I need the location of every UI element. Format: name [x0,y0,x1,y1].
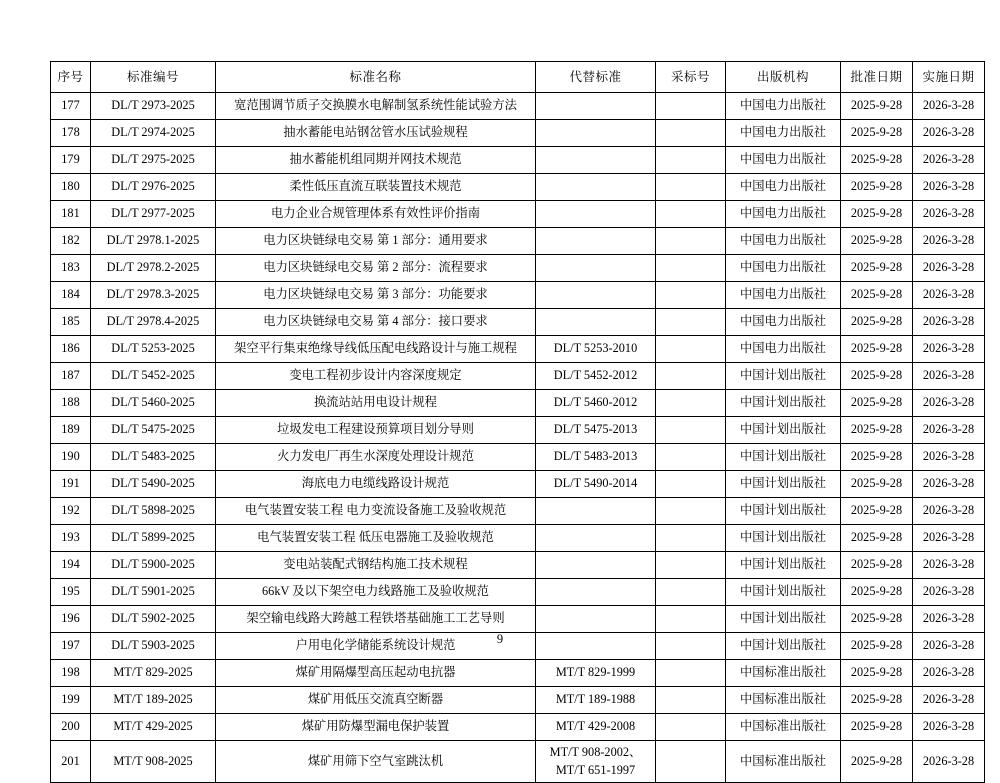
cell-replaces: MT/T 908-2002、 MT/T 651-1997 [536,741,656,783]
cell-no: 184 [51,282,91,309]
standards-table-container [50,61,975,783]
cell-implement-date: 2026-3-28 [913,579,985,606]
cell-code: DL/T 2978.4-2025 [91,309,216,336]
cell-no: 183 [51,255,91,282]
cell-no: 189 [51,417,91,444]
col-header-approve-date: 批准日期 [841,62,913,93]
cell-no: 178 [51,120,91,147]
table-body [51,93,985,783]
cell-replaces [536,579,656,606]
cell-approve-date: 2025-9-28 [841,390,913,417]
cell-publisher: 中国电力出版社 [726,255,841,282]
cell-adopt [656,444,726,471]
cell-adopt [656,147,726,174]
cell-code: DL/T 2973-2025 [91,93,216,120]
cell-replaces [536,174,656,201]
cell-approve-date: 2025-9-28 [841,525,913,552]
cell-replaces [536,606,656,633]
cell-publisher: 中国计划出版社 [726,498,841,525]
cell-adopt [656,336,726,363]
cell-replaces [536,147,656,174]
cell-no: 196 [51,606,91,633]
col-header-replaces: 代替标准 [536,62,656,93]
cell-code: MT/T 829-2025 [91,660,216,687]
cell-adopt [656,363,726,390]
cell-approve-date: 2025-9-28 [841,255,913,282]
cell-code: MT/T 189-2025 [91,687,216,714]
cell-publisher: 中国电力出版社 [726,228,841,255]
cell-implement-date: 2026-3-28 [913,93,985,120]
cell-name: 柔性低压直流互联装置技术规范 [216,174,536,201]
cell-implement-date: 2026-3-28 [913,417,985,444]
cell-approve-date: 2025-9-28 [841,498,913,525]
table-row [51,282,985,309]
cell-publisher: 中国计划出版社 [726,390,841,417]
cell-code: DL/T 2978.2-2025 [91,255,216,282]
cell-implement-date: 2026-3-28 [913,174,985,201]
cell-replaces [536,201,656,228]
cell-code: DL/T 5475-2025 [91,417,216,444]
cell-adopt [656,687,726,714]
cell-adopt [656,714,726,741]
cell-code: DL/T 2976-2025 [91,174,216,201]
cell-implement-date: 2026-3-28 [913,336,985,363]
cell-implement-date: 2026-3-28 [913,201,985,228]
cell-code: DL/T 2974-2025 [91,120,216,147]
cell-name: 66kV 及以下架空电力线路施工及验收规范 [216,579,536,606]
cell-publisher: 中国计划出版社 [726,579,841,606]
table-row [51,552,985,579]
cell-no: 188 [51,390,91,417]
cell-name: 海底电力电缆线路设计规范 [216,471,536,498]
cell-adopt [656,579,726,606]
cell-replaces: DL/T 5452-2012 [536,363,656,390]
cell-publisher: 中国标准出版社 [726,714,841,741]
cell-implement-date: 2026-3-28 [913,471,985,498]
cell-publisher: 中国标准出版社 [726,687,841,714]
cell-adopt [656,552,726,579]
cell-code: MT/T 429-2025 [91,714,216,741]
cell-adopt [656,417,726,444]
cell-code: DL/T 2977-2025 [91,201,216,228]
cell-name: 抽水蓄能机组同期并网技术规范 [216,147,536,174]
cell-code: DL/T 5452-2025 [91,363,216,390]
cell-name: 煤矿用防爆型漏电保护装置 [216,714,536,741]
cell-adopt [656,255,726,282]
cell-no: 193 [51,525,91,552]
cell-implement-date: 2026-3-28 [913,633,985,660]
cell-name: 电力企业合规管理体系有效性评价指南 [216,201,536,228]
cell-implement-date: 2026-3-28 [913,741,985,783]
cell-name: 架空平行集束绝缘导线低压配电线路设计与施工规程 [216,336,536,363]
cell-approve-date: 2025-9-28 [841,714,913,741]
cell-publisher: 中国计划出版社 [726,444,841,471]
cell-replaces [536,93,656,120]
cell-approve-date: 2025-9-28 [841,228,913,255]
cell-adopt [656,498,726,525]
cell-implement-date: 2026-3-28 [913,255,985,282]
cell-replaces [536,282,656,309]
cell-implement-date: 2026-3-28 [913,606,985,633]
cell-approve-date: 2025-9-28 [841,417,913,444]
table-row [51,471,985,498]
cell-replaces [536,525,656,552]
table-row [51,660,985,687]
cell-publisher: 中国计划出版社 [726,552,841,579]
cell-name: 电力区块链绿电交易 第 3 部分：功能要求 [216,282,536,309]
cell-name: 宽范围调节质子交换膜水电解制氢系统性能试验方法 [216,93,536,120]
cell-name: 电力区块链绿电交易 第 1 部分：通用要求 [216,228,536,255]
cell-publisher: 中国计划出版社 [726,417,841,444]
cell-approve-date: 2025-9-28 [841,120,913,147]
cell-publisher: 中国电力出版社 [726,174,841,201]
cell-replaces: DL/T 5253-2010 [536,336,656,363]
cell-code: DL/T 5460-2025 [91,390,216,417]
cell-replaces [536,120,656,147]
table-row [51,147,985,174]
cell-code: DL/T 5900-2025 [91,552,216,579]
cell-no: 186 [51,336,91,363]
cell-implement-date: 2026-3-28 [913,120,985,147]
cell-name: 架空输电线路大跨越工程铁塔基础施工工艺导则 [216,606,536,633]
cell-publisher: 中国电力出版社 [726,282,841,309]
cell-code: DL/T 2978.1-2025 [91,228,216,255]
cell-implement-date: 2026-3-28 [913,444,985,471]
cell-no: 194 [51,552,91,579]
standards-table [50,61,985,783]
cell-approve-date: 2025-9-28 [841,174,913,201]
cell-implement-date: 2026-3-28 [913,390,985,417]
cell-approve-date: 2025-9-28 [841,336,913,363]
cell-approve-date: 2025-9-28 [841,741,913,783]
cell-name: 变电工程初步设计内容深度规定 [216,363,536,390]
cell-publisher: 中国计划出版社 [726,471,841,498]
cell-approve-date: 2025-9-28 [841,579,913,606]
cell-no: 181 [51,201,91,228]
table-row [51,498,985,525]
col-header-name: 标准名称 [216,62,536,93]
table-row [51,93,985,120]
table-row [51,390,985,417]
cell-name: 电气装置安装工程 电力变流设备施工及验收规范 [216,498,536,525]
cell-adopt [656,282,726,309]
table-row [51,174,985,201]
table-row [51,336,985,363]
cell-publisher: 中国电力出版社 [726,309,841,336]
cell-name: 煤矿用低压交流真空断器 [216,687,536,714]
table-row [51,714,985,741]
cell-publisher: 中国标准出版社 [726,741,841,783]
cell-approve-date: 2025-9-28 [841,687,913,714]
cell-adopt [656,606,726,633]
cell-publisher: 中国电力出版社 [726,93,841,120]
cell-approve-date: 2025-9-28 [841,282,913,309]
cell-adopt [656,309,726,336]
col-header-implement-date: 实施日期 [913,62,985,93]
cell-publisher: 中国计划出版社 [726,525,841,552]
cell-name: 煤矿用隔爆型高压起动电抗器 [216,660,536,687]
cell-no: 177 [51,93,91,120]
cell-no: 201 [51,741,91,783]
cell-code: DL/T 5483-2025 [91,444,216,471]
cell-approve-date: 2025-9-28 [841,444,913,471]
cell-approve-date: 2025-9-28 [841,201,913,228]
col-header-publisher: 出版机构 [726,62,841,93]
page-number: 9 [496,632,504,646]
table-row [51,579,985,606]
cell-adopt [656,390,726,417]
cell-name: 抽水蓄能电站钢岔管水压试验规程 [216,120,536,147]
cell-code: DL/T 5899-2025 [91,525,216,552]
cell-approve-date: 2025-9-28 [841,471,913,498]
cell-replaces [536,498,656,525]
table-row [51,120,985,147]
cell-publisher: 中国计划出版社 [726,606,841,633]
table-row [51,525,985,552]
table-header [51,62,985,93]
cell-implement-date: 2026-3-28 [913,282,985,309]
cell-no: 180 [51,174,91,201]
cell-name: 垃圾发电工程建设预算项目划分导则 [216,417,536,444]
cell-code: DL/T 5901-2025 [91,579,216,606]
cell-adopt [656,660,726,687]
cell-replaces: MT/T 189-1988 [536,687,656,714]
cell-approve-date: 2025-9-28 [841,309,913,336]
col-header-adopt: 采标号 [656,62,726,93]
cell-publisher: 中国电力出版社 [726,147,841,174]
cell-replaces [536,255,656,282]
cell-replaces [536,309,656,336]
table-row [51,687,985,714]
cell-publisher: 中国标准出版社 [726,660,841,687]
cell-implement-date: 2026-3-28 [913,498,985,525]
cell-name: 电气装置安装工程 低压电器施工及验收规范 [216,525,536,552]
cell-publisher: 中国电力出版社 [726,201,841,228]
col-header-no: 序号 [51,62,91,93]
cell-approve-date: 2025-9-28 [841,633,913,660]
cell-implement-date: 2026-3-28 [913,228,985,255]
cell-approve-date: 2025-9-28 [841,606,913,633]
cell-publisher: 中国计划出版社 [726,363,841,390]
cell-no: 195 [51,579,91,606]
table-row [51,741,985,783]
cell-approve-date: 2025-9-28 [841,93,913,120]
cell-replaces [536,228,656,255]
table-row [51,606,985,633]
cell-implement-date: 2026-3-28 [913,363,985,390]
cell-no: 200 [51,714,91,741]
col-header-code: 标准编号 [91,62,216,93]
cell-name: 户用电化学储能系统设计规范 [216,633,536,660]
cell-no: 197 [51,633,91,660]
cell-replaces: DL/T 5460-2012 [536,390,656,417]
table-row [51,444,985,471]
cell-no: 187 [51,363,91,390]
cell-implement-date: 2026-3-28 [913,309,985,336]
cell-approve-date: 2025-9-28 [841,147,913,174]
cell-implement-date: 2026-3-28 [913,147,985,174]
cell-replaces: MT/T 429-2008 [536,714,656,741]
cell-code: DL/T 5903-2025 [91,633,216,660]
cell-replaces: MT/T 829-1999 [536,660,656,687]
cell-approve-date: 2025-9-28 [841,660,913,687]
cell-adopt [656,93,726,120]
cell-no: 190 [51,444,91,471]
table-row [51,363,985,390]
table-row [51,309,985,336]
cell-no: 179 [51,147,91,174]
cell-code: DL/T 2975-2025 [91,147,216,174]
table-row [51,417,985,444]
cell-replaces: DL/T 5490-2014 [536,471,656,498]
table-row [51,228,985,255]
cell-publisher: 中国电力出版社 [726,336,841,363]
cell-replaces: DL/T 5475-2013 [536,417,656,444]
cell-replaces: DL/T 5483-2013 [536,444,656,471]
cell-no: 192 [51,498,91,525]
cell-publisher: 中国计划出版社 [726,633,841,660]
cell-code: DL/T 5490-2025 [91,471,216,498]
cell-no: 185 [51,309,91,336]
cell-implement-date: 2026-3-28 [913,525,985,552]
cell-adopt [656,525,726,552]
table-header-row [51,62,985,93]
cell-code: DL/T 2978.3-2025 [91,282,216,309]
cell-approve-date: 2025-9-28 [841,552,913,579]
cell-no: 198 [51,660,91,687]
cell-name: 换流站站用电设计规程 [216,390,536,417]
cell-code: DL/T 5253-2025 [91,336,216,363]
cell-adopt [656,201,726,228]
cell-implement-date: 2026-3-28 [913,552,985,579]
cell-implement-date: 2026-3-28 [913,660,985,687]
cell-approve-date: 2025-9-28 [841,363,913,390]
cell-code: MT/T 908-2025 [91,741,216,783]
cell-name: 煤矿用筛下空气室跳汰机 [216,741,536,783]
cell-publisher: 中国电力出版社 [726,120,841,147]
cell-implement-date: 2026-3-28 [913,687,985,714]
cell-adopt [656,471,726,498]
cell-no: 199 [51,687,91,714]
cell-name: 电力区块链绿电交易 第 4 部分：接口要求 [216,309,536,336]
cell-name: 电力区块链绿电交易 第 2 部分：流程要求 [216,255,536,282]
cell-name: 火力发电厂再生水深度处理设计规范 [216,444,536,471]
cell-adopt [656,174,726,201]
cell-adopt [656,228,726,255]
cell-code: DL/T 5898-2025 [91,498,216,525]
table-row [51,201,985,228]
cell-adopt [656,741,726,783]
cell-name: 变电站装配式钢结构施工技术规程 [216,552,536,579]
cell-code: DL/T 5902-2025 [91,606,216,633]
cell-no: 182 [51,228,91,255]
cell-implement-date: 2026-3-28 [913,714,985,741]
cell-adopt [656,120,726,147]
table-row [51,255,985,282]
cell-no: 191 [51,471,91,498]
cell-replaces [536,552,656,579]
